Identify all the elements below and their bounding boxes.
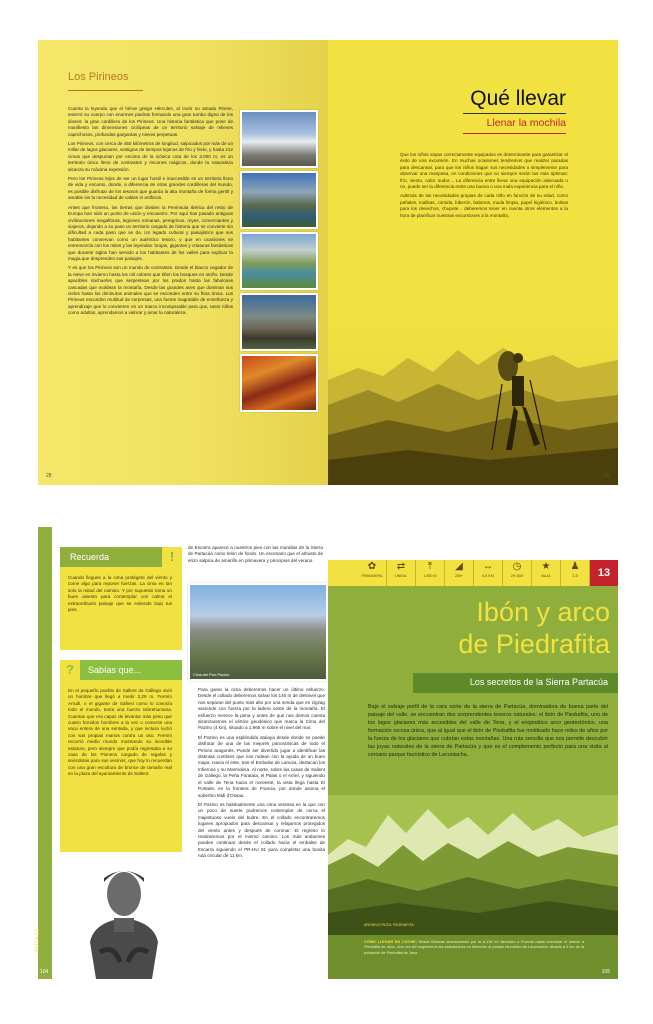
exclamation-icon: !	[162, 547, 182, 567]
difficulty-icon: ★	[541, 561, 551, 572]
route-icon-label: LINEAL	[394, 574, 408, 578]
route-icon-label: 2H 30M	[510, 574, 524, 578]
stone-bridge-photo	[240, 293, 318, 351]
route-icon-label: BAJA	[541, 574, 551, 578]
route-title-line2: de Piedrafita	[458, 629, 610, 659]
subtitle-rule	[463, 133, 566, 134]
paragraph: Y es que los Pirineos son un mundo de contrastes. Desde el blanco cegador de la nieve en invierno hasta los mil colores que tiñen los bosques en otoño. Desde apacibles riachuelos que serpentean por los prados hasta las fabulosas cascadas que moldean la montaña. Desde las grandes aves que dominan sus cielos hasta los diminutos animales que se esconden entre su flora única. Los Pirineos esconden multitud de sorpresas, una fuente inagotable de enseñanza y aprendizaje que lo convierten en un marco incomparable para que, tanto niños como adultos, aprendamos a valorar y amar la naturaleza.	[68, 265, 233, 316]
route-icon-1	[358, 560, 387, 586]
piedrafita-mountain-photo	[328, 795, 618, 935]
los-pirineos-text	[68, 106, 233, 320]
sabias-header	[60, 660, 182, 680]
bottom-right-page	[328, 527, 618, 979]
route-icon-label: 3-5	[572, 574, 578, 578]
arrows-icon: ⇄	[396, 561, 406, 572]
route-subtitle: Los secretos de la Sierra Partacúa	[469, 677, 608, 687]
sabias-text: En el pequeño pueblo de Sallent de Gállego vivió un hombre que llegó a medir 2,29 m. Fermín Arrudi, o el gigante de Sallent como lo conocía todo el mundo, tenía una fuerza sobrehumana. Cuentan que era capaz de levantar más peso que cuatro fornidos hombres a la vez o comerse una vaca entera de una sentada, y que incluso luchó con sus propias manos contra un oso. Fermín recorrió medio mundo mostrando su increíble estatura, pero siempre que podía regresaba a su casa de los Pirineos cargado de regalos y anécdotas para sus vecinos, que hoy lo recuerdan con una gran escultura de bronce de tamaño real en la plaza del ayuntamiento de Sallent.	[68, 688, 172, 777]
top-strip	[328, 527, 618, 560]
paragraph: El Pazino es una espléndida atalaya desde donde se puede disfrutar de una de las mejores panorámicas de todo el Pirineo aragonés. Puede ser divertido jugar a identificar las distintas cumbres que nos rodean con la ayuda de un buen mapa. Hacia el este, tras el Embalse de Lanuza, destacan los Infiernos y su Marmolera. Al norte, sobre las casas de Sallent de Gállego, la Peña Foratata, el Palas o el Arriel, y siguiendo el valle de Tena hacia el noroeste, la vista llega hasta El Portalet, en la frontera de Francia, por donde asoma el soberbio Midi d'Ossau.	[198, 734, 325, 798]
paragraph: Antes que frontera, las tierras que dividen la Península Ibérica del resto de Europa han sido un punto de unión y encuentro. Por aquí han pasado antiguas civilizaciones megalíticas, legiones romanas, peregrinos, reyes, comerciantes y viajeros, dejando a su paso un territorio cargado de historia que se convierte sin dificultad a cada paso que se da. Un legado cultural y paisajístico que sus habitantes conservan como un auténtico tesoro, y que en ocasiones se entremezcla con los mitos y las leyendas: brujas, gigantes y criaturas fantásticas que durante siglos han servido a los habitantes de los valles para explicar la magia que desprenden sus paisajes.	[68, 204, 233, 261]
paragraph: Además de las necesidades propias de cada niño en función de su edad, como pañales, toallitas, comida, biberón, baberos, muda limpia, papel higiénico, bolsas para los desechos, chupete... deberemos tener en cuenta otros elementos a la hora de planificar nuestras excursiones a la montaña.	[400, 193, 568, 218]
footer-text	[364, 940, 584, 956]
hiker-mountain-photo	[328, 310, 618, 485]
snowy-peaks-photo	[240, 110, 318, 168]
top-left-page	[38, 40, 328, 485]
summit-icon: ⤒	[427, 561, 433, 572]
paragraph: Que los niños vayan correctamente equipados es determinante para garantizar el éxito de una excursión. En muchas ocasiones tendremos que realizar paradas para descansar, para que los niños hagan sus necesidades o simplemente para observar una mariposa, en condiciones que no siempre serán las más óptimas: frío, viento, calor, sudor.... La diferencia entre llevar una equipación adecuada o no, puede ser la diferencia entre una buena o una mala experiencia para el niño.	[400, 152, 568, 190]
route-icon-label: 1.650 M	[423, 574, 437, 578]
route-number-badge: 13	[590, 560, 618, 586]
page-number: 105	[601, 969, 610, 975]
pazino-summit-photo	[188, 583, 328, 681]
route-icon-5	[474, 560, 503, 586]
route-icon-label: 250+	[454, 574, 464, 578]
route-tab: RUTA 12	[34, 928, 41, 952]
llenar-mochila-subtitle: Llenar la mochila	[486, 117, 566, 129]
top-right-page	[328, 40, 618, 485]
paragraph: Los Pirineos, con cerca de 450 kilómetros de longitud, salpicados por más de un millar de lagos glaciares, vestigios de tiempos lejanos de frío y hielo, y hasta 212 cimas que despuntan por encima de la icónica cota de los 3.000 m, es un territorio único lleno de contrastes y rincones mágicos, donde la naturaleza alcanza su máxima expresión.	[68, 141, 233, 172]
paragraph: Cuenta la leyenda que el héroe griego Hércules, al morir su amada Pirene, enterró su cuerpo con enormes piedras formando una gran tumba digna de los dioses: la gran cordillera de los Pirineos. Una historia fantástica que pone de manifiesto las dimensiones ciclópeas de un territorio salvaje de relieves caprichosos, profundas gargantas y nieves perpetuas.	[68, 106, 233, 137]
question-icon: ?	[60, 660, 80, 680]
side-strip	[38, 527, 52, 979]
mountain-lake-photo	[240, 171, 318, 229]
los-pirineos-title: Los Pirineos	[68, 71, 129, 83]
route-title-line1: Ibón y arco	[476, 597, 610, 627]
route-intro: Bajo el salvaje perfil de la cara norte de la sierra de Partacúa, dominadora de buena parte del paisaje del valle, se encuentran dos sorprendentes tesoros naturales: el ibón de Piedrafita, uno de los lagos glaciares más accesibles del valle de Tena, y el enigmático arco geotectónico, una formación rocosa única, que al igual que el ibón de Piedrafita fue moldeado hace miles de años por la fuerza de los glaciares que cubrían estas montañas. Una ruta sencilla que nos permite descubrir las joyas naturales de la sierra de Partacúa y que es el complemento perfecto para una visita al cercano parque faunístico de Lacuniacha.	[368, 704, 608, 758]
recuerda-text: Cuando llegues a la cima protégete del viento y come algo para reponer fuerzas. La cima es tan solo la mitad del camino. Y por supuesto toma un buen asiento para contemplar con calma el extraordinario paisaje que se extiende bajo tus pies.	[68, 575, 172, 613]
route-icon-7	[532, 560, 561, 586]
recuerda-title: Recuerda	[70, 552, 110, 562]
sabias-title: Sabías que...	[88, 665, 142, 675]
clock-icon: ◷	[512, 561, 522, 572]
recuerda-header	[60, 547, 182, 567]
route-icon-label: 6,5 KM	[482, 574, 494, 578]
que-llevar-title: Qué llevar	[470, 87, 566, 110]
distance-icon: ↔	[483, 561, 493, 572]
footer-lead: CÓMO LLEGAR EN COCHE:	[364, 940, 417, 944]
route-icon-3	[416, 560, 445, 586]
route-icon-4	[445, 560, 474, 586]
giant-statue-photo	[60, 852, 188, 979]
sabias-que-box	[60, 660, 182, 865]
paragraph: Pero los Pirineos lejos de ser un lugar hostil e inaccesible es un territorio lleno de vida y encanto, donde, a diferencia de otras grandes cordilleras del mundo, es posible disfrutar de los tesoros que guarda la alta montaña de forma gentil y amable sin la necesidad de cables ni artificios.	[68, 176, 233, 201]
route-icon-2	[387, 560, 416, 586]
page-number: 104	[40, 969, 49, 975]
recuerda-box	[60, 547, 182, 650]
que-llevar-text	[400, 152, 568, 222]
bottom-left-page	[34, 527, 328, 979]
flower-icon: ✿	[367, 561, 377, 572]
title-rule	[463, 113, 566, 114]
valley-lake-photo	[240, 232, 318, 290]
route-icon-label: PRIMAVERA	[361, 574, 383, 578]
family-icon: ♟	[570, 561, 580, 572]
photo-label: ARCHIVO RUTA: PIEDRAFITA	[364, 923, 414, 927]
autumn-forest-photo	[240, 354, 318, 412]
column-intro: de Escarra aparece a nuestros pies con las murallas de la Sierra de Partacúa como telón de fondo. Un escenario que el arbusto de erizo salpica de amarillo en primavera y principios del verano.	[188, 545, 323, 563]
title-underline	[68, 90, 143, 91]
paragraph: Para ganar la cima deberemos hacer un último esfuerzo. Desde el collado deberemos salvar los 140 m de desnivel que nos separan del punto más alto por una senda que en zigzag asciende con fuerza por la ladera oeste de la montaña. El esfuerzo merece la pena y antes de que nos demos cuenta alcanzaremos el vértice geodésico que marca la Cima del Pazino (4 km), situado a 1.965 m sobre el nivel del mar.	[198, 687, 325, 731]
column-text	[198, 687, 325, 863]
photo-caption: Cima del Pico Pazino	[193, 673, 230, 677]
route-icon-6	[503, 560, 532, 586]
route-icon-8	[561, 560, 590, 586]
paragraph: El Pazino es habitualmente una cima ventosa en la que con un poco de suerte podremos contemplar de cerca el majestuoso vuelo del buitre. En el collado encontraremos lugares apropiados para descansar y relajarnos protegidos del viento antes y después de coronar. El regreso lo realizaremos por el mismo camino. Los más andarines pueden continuar desde el collado hacia el embalse de Escarra siguiendo el PR-HU 91 para completar una bonita ruta circular de 11 km.	[198, 801, 325, 859]
slope-icon: ◢	[455, 561, 463, 572]
page-number: 28	[46, 473, 52, 479]
page-number: 29	[604, 473, 610, 479]
footer-body: Desde Biescas avanzaremos por la A-136 en dirección a Francia hasta encontrar el desvío a Piedrafita de Jaca. Una vez allí seguiremos las indicaciones en dirección al parque faunístico de Lacuniacha, situado a 2 km de la población de Piedrafita de Jaca.	[364, 940, 584, 955]
